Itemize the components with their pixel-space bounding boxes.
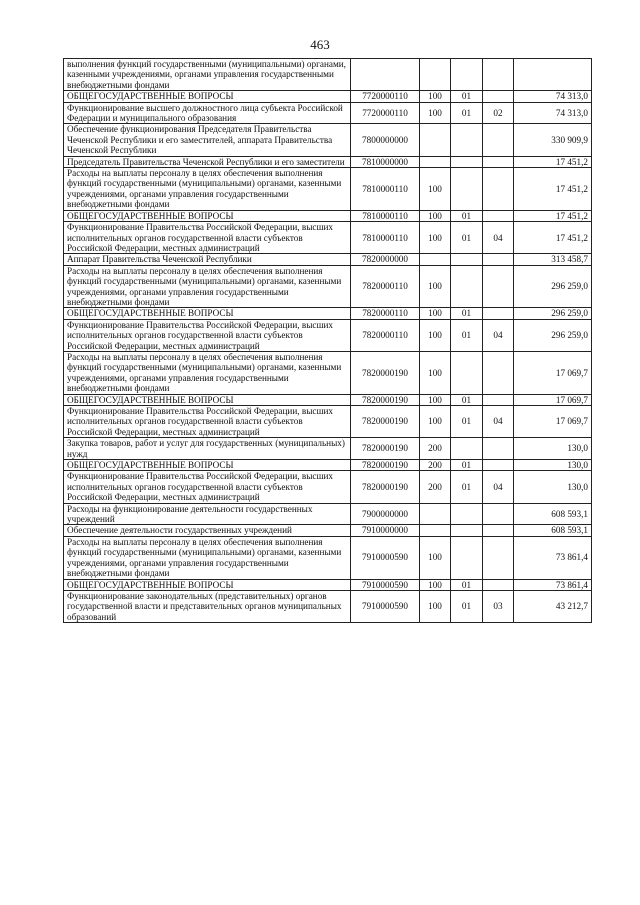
row-name-cell: ОБЩЕГОСУДАРСТВЕННЫЕ ВОПРОСЫ xyxy=(64,210,351,221)
row-sum-cell: 330 909,9 xyxy=(514,124,592,156)
row-vr-cell: 100 xyxy=(420,394,451,405)
row-csr-cell: 7820000190 xyxy=(351,394,420,405)
row-vr-cell: 100 xyxy=(420,590,451,622)
row-rz-cell xyxy=(451,536,483,579)
row-pr-cell xyxy=(483,460,514,471)
row-vr-cell: 100 xyxy=(420,265,451,308)
row-name-cell: Аппарат Правительства Чеченской Республики xyxy=(64,254,351,265)
table-row xyxy=(64,503,592,525)
row-csr-cell: 7820000190 xyxy=(351,460,420,471)
row-rz-cell xyxy=(451,168,483,211)
row-rz-cell xyxy=(451,525,483,536)
row-pr-cell xyxy=(483,91,514,102)
row-sum-cell: 74 313,0 xyxy=(514,102,592,124)
row-rz-cell: 01 xyxy=(451,222,483,254)
row-csr-cell: 7810000000 xyxy=(351,156,420,167)
budget-table-body xyxy=(64,59,592,623)
row-sum-cell: 313 458,7 xyxy=(514,254,592,265)
row-vr-cell: 100 xyxy=(420,351,451,394)
table-row xyxy=(64,156,592,167)
table-row xyxy=(64,438,592,460)
row-name-cell: Расходы на выплаты персоналу в целях обеспечения выполнения функций государственными (муниципальными) органами, казенными учреждениями, органами управления государственными внебюджетными фондами xyxy=(64,265,351,308)
row-rz-cell: 01 xyxy=(451,319,483,351)
row-name-cell: ОБЩЕГОСУДАРСТВЕННЫЕ ВОПРОСЫ xyxy=(64,460,351,471)
row-sum-cell: 17 069,7 xyxy=(514,406,592,438)
table-row xyxy=(64,536,592,579)
row-pr-cell: 04 xyxy=(483,319,514,351)
row-pr-cell xyxy=(483,525,514,536)
row-csr-cell: 7820000110 xyxy=(351,265,420,308)
row-name-cell: Функционирование Правительства Российской Федерации, высших исполнительных органов государственной власти субъектов Российской Федерации, местных администраций xyxy=(64,319,351,351)
row-vr-cell: 100 xyxy=(420,102,451,124)
row-vr-cell xyxy=(420,503,451,525)
row-sum-cell: 296 259,0 xyxy=(514,308,592,319)
row-csr-cell: 7810000110 xyxy=(351,222,420,254)
row-rz-cell: 01 xyxy=(451,590,483,622)
page-number: 463 xyxy=(310,37,330,52)
row-vr-cell: 100 xyxy=(420,536,451,579)
row-sum-cell: 73 861,4 xyxy=(514,579,592,590)
row-csr-cell: 7910000590 xyxy=(351,590,420,622)
row-vr-cell: 100 xyxy=(420,210,451,221)
row-sum-cell: 43 212,7 xyxy=(514,590,592,622)
row-name-cell: выполнения функций государственными (муниципальными) органами, казенными учреждениями, органами управления государственными внебюджетными фондами xyxy=(64,59,351,91)
row-rz-cell xyxy=(451,265,483,308)
row-csr-cell: 7820000190 xyxy=(351,406,420,438)
row-pr-cell xyxy=(483,254,514,265)
row-rz-cell xyxy=(451,59,483,91)
row-vr-cell xyxy=(420,59,451,91)
row-name-cell: Функционирование Правительства Российской Федерации, высших исполнительных органов государственной власти субъектов Российской Федерации, местных администраций xyxy=(64,471,351,503)
budget-table xyxy=(63,58,592,623)
row-sum-cell: 608 593,1 xyxy=(514,503,592,525)
table-row xyxy=(64,59,592,91)
row-pr-cell: 04 xyxy=(483,471,514,503)
row-pr-cell xyxy=(483,579,514,590)
row-vr-cell xyxy=(420,254,451,265)
row-rz-cell xyxy=(451,438,483,460)
row-name-cell: Закупка товаров, работ и услуг для государственных (муниципальных) нужд xyxy=(64,438,351,460)
table-row xyxy=(64,319,592,351)
row-csr-cell: 7820000190 xyxy=(351,351,420,394)
row-sum-cell: 130,0 xyxy=(514,438,592,460)
row-vr-cell xyxy=(420,156,451,167)
row-vr-cell: 100 xyxy=(420,168,451,211)
row-pr-cell xyxy=(483,536,514,579)
row-csr-cell: 7800000000 xyxy=(351,124,420,156)
table-row xyxy=(64,406,592,438)
row-vr-cell: 100 xyxy=(420,222,451,254)
row-csr-cell: 7900000000 xyxy=(351,503,420,525)
row-pr-cell xyxy=(483,59,514,91)
row-rz-cell xyxy=(451,156,483,167)
row-rz-cell xyxy=(451,351,483,394)
row-pr-cell xyxy=(483,168,514,211)
table-row xyxy=(64,102,592,124)
row-csr-cell: 7820000110 xyxy=(351,308,420,319)
row-sum-cell: 608 593,1 xyxy=(514,525,592,536)
row-csr-cell: 7720000110 xyxy=(351,91,420,102)
table-row xyxy=(64,525,592,536)
row-name-cell: Функционирование высшего должностного лица субъекта Российской Федерации и муниципального образования xyxy=(64,102,351,124)
row-sum-cell: 17 451,2 xyxy=(514,210,592,221)
row-sum-cell: 17 069,7 xyxy=(514,351,592,394)
row-csr-cell: 7910000000 xyxy=(351,525,420,536)
row-sum-cell: 296 259,0 xyxy=(514,319,592,351)
row-pr-cell: 03 xyxy=(483,590,514,622)
row-pr-cell xyxy=(483,394,514,405)
table-row xyxy=(64,210,592,221)
row-pr-cell xyxy=(483,308,514,319)
row-pr-cell: 02 xyxy=(483,102,514,124)
row-name-cell: Обеспечение функционирования Председателя Правительства Чеченской Республики и его заместителей, аппарата Правительства Чеченской Республики xyxy=(64,124,351,156)
row-rz-cell: 01 xyxy=(451,460,483,471)
row-csr-cell: 7820000190 xyxy=(351,471,420,503)
row-vr-cell: 200 xyxy=(420,438,451,460)
row-sum-cell: 130,0 xyxy=(514,471,592,503)
row-name-cell: Обеспечение деятельности государственных учреждений xyxy=(64,525,351,536)
row-rz-cell: 01 xyxy=(451,394,483,405)
table-row xyxy=(64,168,592,211)
table-row xyxy=(64,265,592,308)
row-pr-cell xyxy=(483,503,514,525)
row-csr-cell: 7820000110 xyxy=(351,319,420,351)
row-name-cell: Председатель Правительства Чеченской Республики и его заместители xyxy=(64,156,351,167)
row-csr-cell xyxy=(351,59,420,91)
row-vr-cell: 200 xyxy=(420,460,451,471)
row-name-cell: ОБЩЕГОСУДАРСТВЕННЫЕ ВОПРОСЫ xyxy=(64,91,351,102)
row-sum-cell: 296 259,0 xyxy=(514,265,592,308)
row-pr-cell xyxy=(483,210,514,221)
row-name-cell: ОБЩЕГОСУДАРСТВЕННЫЕ ВОПРОСЫ xyxy=(64,394,351,405)
row-csr-cell: 7820000190 xyxy=(351,438,420,460)
row-vr-cell: 200 xyxy=(420,471,451,503)
row-vr-cell: 100 xyxy=(420,91,451,102)
row-vr-cell: 100 xyxy=(420,308,451,319)
row-pr-cell xyxy=(483,351,514,394)
row-rz-cell xyxy=(451,124,483,156)
row-vr-cell: 100 xyxy=(420,319,451,351)
row-sum-cell: 17 451,2 xyxy=(514,222,592,254)
row-sum-cell xyxy=(514,59,592,91)
row-csr-cell: 7910000590 xyxy=(351,579,420,590)
table-row xyxy=(64,351,592,394)
row-pr-cell xyxy=(483,265,514,308)
table-row xyxy=(64,124,592,156)
row-rz-cell: 01 xyxy=(451,91,483,102)
row-rz-cell: 01 xyxy=(451,406,483,438)
row-csr-cell: 7810000110 xyxy=(351,168,420,211)
row-rz-cell: 01 xyxy=(451,210,483,221)
row-sum-cell: 17 451,2 xyxy=(514,156,592,167)
table-row xyxy=(64,91,592,102)
row-vr-cell: 100 xyxy=(420,406,451,438)
row-sum-cell: 17 451,2 xyxy=(514,168,592,211)
table-row xyxy=(64,394,592,405)
row-rz-cell: 01 xyxy=(451,102,483,124)
row-sum-cell: 130,0 xyxy=(514,460,592,471)
row-sum-cell: 17 069,7 xyxy=(514,394,592,405)
row-pr-cell xyxy=(483,124,514,156)
table-row xyxy=(64,308,592,319)
row-name-cell: ОБЩЕГОСУДАРСТВЕННЫЕ ВОПРОСЫ xyxy=(64,579,351,590)
table-row xyxy=(64,222,592,254)
row-csr-cell: 7910000590 xyxy=(351,536,420,579)
row-vr-cell xyxy=(420,124,451,156)
row-name-cell: Функционирование Правительства Российской Федерации, высших исполнительных органов государственной власти субъектов Российской Федерации, местных администраций xyxy=(64,406,351,438)
row-name-cell: Расходы на выплаты персоналу в целях обеспечения выполнения функций государственными (муниципальными) органами, казенными учреждениями, органами управления государственными внебюджетными фондами xyxy=(64,351,351,394)
row-sum-cell: 73 861,4 xyxy=(514,536,592,579)
row-name-cell: Расходы на выплаты персоналу в целях обеспечения выполнения функций государственными (муниципальными) органами, казенными учреждениями, органами управления государственными внебюджетными фондами xyxy=(64,536,351,579)
row-vr-cell: 100 xyxy=(420,579,451,590)
row-rz-cell: 01 xyxy=(451,579,483,590)
table-row xyxy=(64,590,592,622)
row-name-cell: Функционирование законодательных (представительных) органов государственной власти и представительных органов муниципальных образований xyxy=(64,590,351,622)
row-pr-cell: 04 xyxy=(483,406,514,438)
row-rz-cell: 01 xyxy=(451,471,483,503)
row-name-cell: Функционирование Правительства Российской Федерации, высших исполнительных органов государственной власти субъектов Российской Федерации, местных администраций xyxy=(64,222,351,254)
table-row xyxy=(64,579,592,590)
row-vr-cell xyxy=(420,525,451,536)
row-pr-cell xyxy=(483,156,514,167)
row-sum-cell: 74 313,0 xyxy=(514,91,592,102)
row-pr-cell: 04 xyxy=(483,222,514,254)
row-rz-cell xyxy=(451,254,483,265)
row-rz-cell: 01 xyxy=(451,308,483,319)
row-rz-cell xyxy=(451,503,483,525)
row-name-cell: Расходы на функционирование деятельности государственных учреждений xyxy=(64,503,351,525)
row-csr-cell: 7810000110 xyxy=(351,210,420,221)
row-csr-cell: 7720000110 xyxy=(351,102,420,124)
table-row xyxy=(64,471,592,503)
row-csr-cell: 7820000000 xyxy=(351,254,420,265)
row-pr-cell xyxy=(483,438,514,460)
table-row xyxy=(64,460,592,471)
table-row xyxy=(64,254,592,265)
row-name-cell: ОБЩЕГОСУДАРСТВЕННЫЕ ВОПРОСЫ xyxy=(64,308,351,319)
row-name-cell: Расходы на выплаты персоналу в целях обеспечения выполнения функций государственными (муниципальными) органами, казенными учреждениями, органами управления государственными внебюджетными фондами xyxy=(64,168,351,211)
